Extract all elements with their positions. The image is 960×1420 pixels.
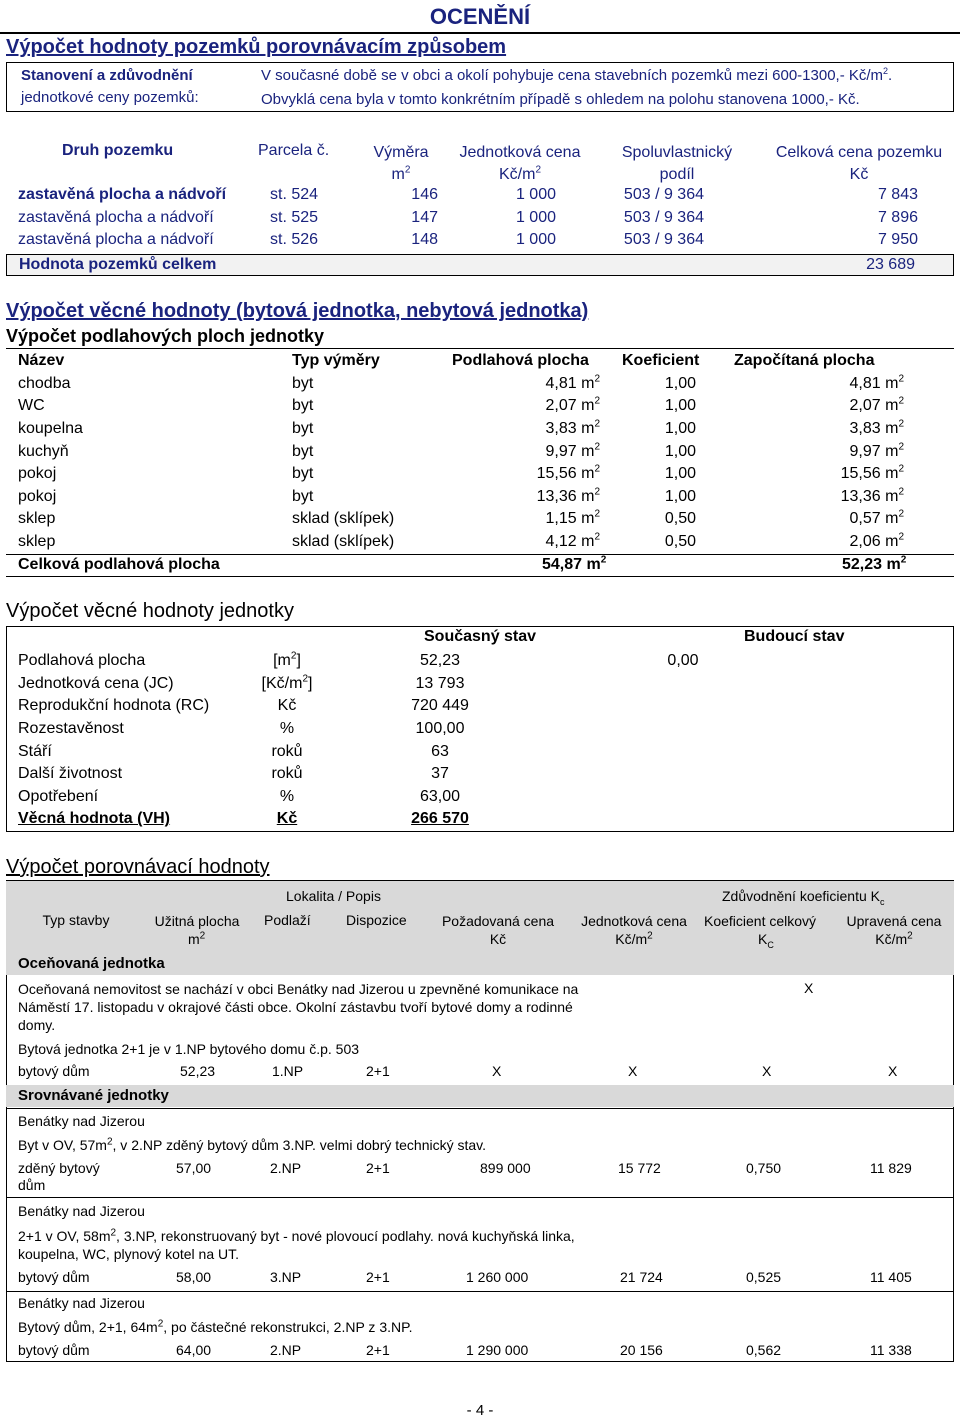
table-row bbox=[18, 486, 904, 509]
unit-row-future bbox=[548, 763, 818, 786]
floor-row-name: pokoj bbox=[18, 465, 57, 483]
floor-row-counted: 0,57 $m^2$ bbox=[849, 509, 904, 528]
land-row-parcel: st. 526 bbox=[270, 231, 319, 249]
cmp-col-req: Požadovaná cena Kč bbox=[441, 913, 555, 947]
unit-row-label: Další životnost bbox=[18, 765, 123, 783]
unit-row-future: 0,00 bbox=[667, 652, 699, 670]
floor-total-counted: 52,23 $m^2$ bbox=[842, 554, 907, 573]
compared-coef: 0,750 bbox=[746, 1160, 782, 1176]
col-type: Typ výměry bbox=[292, 352, 380, 370]
compared-req: 899 000 bbox=[480, 1160, 531, 1176]
compared-type: bytový dům bbox=[18, 1269, 90, 1285]
col-counted: Započítaná plocha bbox=[734, 352, 875, 370]
floor-row-counted: 15,56 $m^2$ bbox=[840, 463, 904, 483]
table-row bbox=[18, 418, 904, 441]
compared-type: bytový dům bbox=[18, 1342, 90, 1358]
unit-row-label: Reprodukční hodnota (RC) bbox=[18, 697, 210, 715]
land-row-parcel: st. 524 bbox=[270, 186, 319, 204]
floor-row-counted: 3,83 $m^2$ bbox=[849, 418, 904, 438]
group-locality: Lokalita / Popis bbox=[286, 888, 381, 904]
unit-row-current: 63,00 bbox=[419, 787, 461, 805]
compared-adj: 11 829 bbox=[870, 1160, 912, 1176]
cmp-col-area: Užitná plocha $m^2$ bbox=[154, 913, 240, 947]
land-row-type: zastavěná plocha a nádvoří bbox=[18, 231, 214, 249]
land-table bbox=[18, 184, 918, 252]
land-col-parcel: Parcela č. bbox=[258, 142, 330, 159]
valued-floor: 1.NP bbox=[272, 1063, 304, 1079]
justification-label-2: jednotkové ceny pozemků: bbox=[21, 89, 199, 106]
compared-disposition: 2+1 bbox=[366, 1269, 390, 1285]
floor-row-area: 4,12 $m^2$ bbox=[545, 531, 600, 551]
table-row bbox=[18, 650, 818, 673]
floor-row-name: koupelna bbox=[18, 420, 83, 438]
unit-row-current: 63 bbox=[431, 742, 449, 760]
valued-x-mark: X bbox=[804, 980, 814, 996]
unit-row-current: 13 793 bbox=[415, 674, 465, 692]
floor-row-area: 13,36 $m^2$ bbox=[536, 486, 600, 505]
floor-row-coef: 0,50 bbox=[664, 533, 696, 551]
compared-disposition: 2+1 bbox=[366, 1160, 390, 1176]
land-row-total: 7 896 bbox=[877, 208, 918, 226]
unit-row-label: Opotřebení bbox=[18, 787, 99, 805]
floor-row-name: pokoj bbox=[18, 487, 57, 505]
unit-total-label: Věcná hodnota (VH) bbox=[18, 810, 171, 828]
valued-unit-label: Oceňovaná jednotka bbox=[18, 955, 165, 972]
unit-row-current: 100,00 bbox=[415, 720, 465, 738]
floor-row-name: sklep bbox=[18, 533, 56, 551]
land-total-box bbox=[6, 254, 954, 276]
land-row-price: 1 000 bbox=[515, 186, 556, 204]
valued-disposition: 2+1 bbox=[366, 1063, 390, 1079]
unit-row-unit: % bbox=[279, 787, 295, 805]
land-col-total: Celková cena pozemku Kč bbox=[775, 144, 943, 183]
justification-text-2: Obvyklá cena byla v tomto konkrétním případě s ohledem na polohu stanovena 1000,- Kč. bbox=[261, 91, 860, 108]
land-total-value: 23 689 bbox=[866, 256, 915, 273]
unit-total-value: 266 570 bbox=[411, 810, 469, 828]
floor-row-coef: 1,00 bbox=[664, 420, 696, 438]
table-row bbox=[18, 229, 918, 252]
compared-area: 57,00 bbox=[176, 1160, 212, 1176]
group-coef: Zdůvodnění koeficientu $K_c$ bbox=[722, 888, 885, 907]
floor-row-type: byt bbox=[292, 374, 314, 392]
floor-row-area: 4,81 $m^2$ bbox=[545, 373, 600, 392]
floor-row-type: byt bbox=[292, 397, 314, 415]
unit-row-future bbox=[548, 673, 818, 696]
valued-description-2: Bytová jednotka 2+1 je v 1.NP bytového domu č.p. 503 bbox=[18, 1041, 360, 1057]
land-col-type: Druh pozemku bbox=[62, 142, 174, 159]
land-col-area: Výměra $m^2$ bbox=[373, 144, 429, 183]
compared-req: 1 260 000 bbox=[466, 1269, 529, 1285]
table-header-row bbox=[18, 350, 904, 373]
compared-adj: 11 405 bbox=[870, 1269, 912, 1285]
table-row bbox=[18, 531, 904, 554]
table-row bbox=[18, 395, 904, 418]
floor-row-coef: 0,50 bbox=[664, 510, 696, 528]
unit-row-unit: $[Kč/m^2]$ bbox=[261, 673, 313, 692]
floor-row-type: byt bbox=[292, 442, 314, 460]
unit-row-label: Podlahová plocha bbox=[18, 652, 146, 670]
floor-row-counted: 2,06 $m^2$ bbox=[849, 531, 904, 551]
header-rule bbox=[0, 32, 960, 34]
floor-row-area: 9,97 $m^2$ bbox=[545, 441, 600, 460]
compared-unit: 21 724 bbox=[620, 1269, 663, 1285]
table-row bbox=[18, 808, 818, 831]
floor-row-name: sklep bbox=[18, 510, 56, 528]
floor-row-counted: 9,97 $m^2$ bbox=[849, 441, 904, 460]
cmp-col-type: Typ stavby bbox=[42, 912, 110, 928]
floor-row-name: WC bbox=[18, 397, 45, 415]
floor-row-counted: 13,36 $m^2$ bbox=[840, 486, 904, 505]
comparison-heading: Výpočet porovnávací hodnoty bbox=[6, 856, 270, 878]
table-row bbox=[18, 763, 818, 786]
valued-unit: X bbox=[628, 1063, 638, 1079]
unit-row-current: 37 bbox=[431, 765, 449, 783]
floor-row-area: 2,07 $m^2$ bbox=[545, 396, 600, 415]
land-col-share: Spoluvlastnický podíl bbox=[621, 144, 733, 183]
unit-row-future bbox=[548, 786, 818, 809]
unit-row-future bbox=[548, 740, 818, 763]
floor-area-top-rule bbox=[6, 348, 954, 349]
floor-row-coef: 1,00 bbox=[664, 487, 696, 505]
floor-row-type: byt bbox=[292, 420, 314, 438]
unit-value-table bbox=[18, 650, 818, 831]
unit-row-unit: roků bbox=[271, 765, 303, 783]
floor-row-type: byt bbox=[292, 465, 314, 483]
unit-row-future bbox=[548, 695, 818, 718]
page-number: - 4 - bbox=[466, 1402, 494, 1419]
unit-value-heading: Výpočet věcné hodnoty jednotky bbox=[6, 600, 294, 622]
compared-area: 58,00 bbox=[176, 1269, 212, 1285]
floor-row-coef: 1,00 bbox=[664, 465, 696, 483]
floor-row-area: 15,56 $m^2$ bbox=[536, 463, 600, 483]
land-row-area: 146 bbox=[411, 186, 438, 204]
table-row bbox=[18, 207, 918, 230]
compared-3-rule bbox=[6, 1291, 954, 1292]
land-justification-box bbox=[6, 62, 954, 112]
table-row bbox=[18, 184, 918, 207]
compared-disposition: 2+1 bbox=[366, 1342, 390, 1358]
floor-total-area: 54,87 $m^2$ bbox=[542, 554, 607, 573]
cmp-col-unit: Jednotková cena $Kč/m^2$ bbox=[581, 913, 687, 947]
land-total-label: Hodnota pozemků celkem bbox=[19, 256, 217, 273]
justification-label-1: Stanovení a zdůvodnění bbox=[21, 67, 193, 84]
floor-row-coef: 1,00 bbox=[664, 397, 696, 415]
unit-row-label: Rozestavěnost bbox=[18, 720, 124, 738]
material-heading: Výpočet věcné hodnoty (bytová jednotka, nebytová jednotka) bbox=[6, 300, 589, 322]
compared-floor: 2.NP bbox=[270, 1160, 302, 1176]
compared-unit: 15 772 bbox=[618, 1160, 661, 1176]
valued-coef: X bbox=[762, 1063, 772, 1079]
unit-total-unit: Kč bbox=[276, 810, 298, 828]
compared-2-locality: Benátky nad Jizerou bbox=[18, 1203, 145, 1219]
valued-adj: X bbox=[888, 1063, 898, 1079]
compared-1-description: Byt v OV, $57m^2$, v 2.NP zděný bytový dům 3.NP. velmi dobrý technický stav. bbox=[18, 1136, 487, 1153]
col-current: Současný stav bbox=[424, 628, 537, 645]
unit-row-current: 720 449 bbox=[411, 697, 469, 715]
floor-total-label: Celková podlahová plocha bbox=[18, 556, 220, 573]
floor-row-area: 3,83 $m^2$ bbox=[545, 418, 600, 438]
compared-type: zděný bytový dům bbox=[18, 1160, 100, 1193]
floor-row-name: kuchyň bbox=[18, 442, 69, 460]
land-row-total: 7 950 bbox=[877, 231, 918, 249]
cmp-col-coef: Koeficient celkový $K_C$ bbox=[704, 913, 817, 950]
unit-row-current: 52,23 bbox=[419, 652, 461, 670]
land-row-price: 1 000 bbox=[515, 208, 556, 226]
compared-adj: 11 338 bbox=[870, 1342, 912, 1358]
unit-row-unit: roků bbox=[271, 742, 303, 760]
table-row bbox=[18, 373, 904, 396]
floor-row-counted: 2,07 $m^2$ bbox=[849, 396, 904, 415]
floor-row-type: sklad (sklípek) bbox=[292, 510, 395, 528]
valued-description: Oceňovaná nemovitost se nachází v obci Benátky nad Jizerou u zpevněné komunikace na Náměstí 17. listopadu v okrajové části obce. Okolní zástavbu tvoří bytové domy a rodinné domy. bbox=[18, 981, 579, 1033]
compared-coef: 0,562 bbox=[746, 1342, 782, 1358]
compared-2-rule bbox=[6, 1197, 954, 1198]
land-heading: Výpočet hodnoty pozemků porovnávacím způsobem bbox=[6, 36, 507, 58]
floor-row-area: 1,15 $m^2$ bbox=[545, 509, 600, 528]
unit-row-future bbox=[548, 718, 818, 741]
compared-area: 64,00 bbox=[176, 1342, 212, 1358]
col-area: Podlahová plocha bbox=[452, 352, 589, 370]
cmp-col-adj: Upravená cena $Kč/m^2$ bbox=[846, 913, 942, 947]
land-row-type: zastavěná plocha a nádvoří bbox=[18, 186, 227, 204]
table-row bbox=[18, 673, 818, 696]
compared-3-locality: Benátky nad Jizerou bbox=[18, 1295, 145, 1311]
floor-area-table bbox=[18, 350, 904, 553]
land-row-area: 147 bbox=[411, 208, 438, 226]
compared-coef: 0,525 bbox=[746, 1269, 782, 1285]
land-row-parcel: st. 525 bbox=[270, 208, 319, 226]
valued-req: X bbox=[492, 1063, 502, 1079]
table-row bbox=[18, 740, 818, 763]
col-future: Budoucí stav bbox=[744, 628, 845, 645]
compared-floor: 3.NP bbox=[270, 1269, 302, 1285]
floor-area-total-box bbox=[6, 554, 954, 577]
floor-row-name: chodba bbox=[18, 374, 71, 392]
compared-floor: 2.NP bbox=[270, 1342, 302, 1358]
unit-row-label: Stáří bbox=[18, 742, 52, 760]
cmp-col-disposition: Dispozice bbox=[346, 912, 407, 928]
compared-unit: 20 156 bbox=[620, 1342, 663, 1358]
justification-text-1: V současné době se v obci a okolí pohybuje cena stavebních pozemků mezi 600-1300,- $Kč/m^2$. bbox=[261, 66, 893, 84]
table-row bbox=[18, 786, 818, 809]
compared-1-locality: Benátky nad Jizerou bbox=[18, 1113, 145, 1129]
land-row-total: 7 843 bbox=[877, 186, 918, 204]
compared-units-label: Srovnávané jednotky bbox=[18, 1087, 169, 1104]
land-row-area: 148 bbox=[411, 231, 438, 249]
compared-req: 1 290 000 bbox=[466, 1342, 529, 1358]
compared-2-description: 2+1 v OV, $58m^2$, 3.NP, rekonstruovaný byt - nové plovoucí podlahy. nová kuchyňská linka, koupelna, WC, plynový kotel na UT. bbox=[18, 1227, 575, 1262]
land-row-price: 1 000 bbox=[515, 231, 556, 249]
col-name: Název bbox=[18, 352, 65, 370]
valued-type: bytový dům bbox=[18, 1063, 90, 1079]
unit-row-unit: Kč bbox=[277, 697, 297, 715]
floor-row-coef: 1,00 bbox=[664, 442, 696, 460]
cmp-col-floor: Podlaží bbox=[264, 912, 311, 928]
land-row-share: 503 / 9 364 bbox=[623, 186, 704, 204]
compared-1-rule bbox=[6, 1108, 954, 1109]
floor-row-type: byt bbox=[292, 487, 314, 505]
table-row bbox=[18, 695, 818, 718]
table-row bbox=[18, 463, 904, 486]
compared-3-description: Bytový dům, 2+1, $64m^2$, po částečné rekonstrukci, 2.NP z 3.NP. bbox=[18, 1318, 413, 1335]
floor-area-subheading: Výpočet podlahových ploch jednotky bbox=[6, 326, 325, 346]
valued-area: 52,23 bbox=[180, 1063, 216, 1079]
unit-row-label: Jednotková cena (JC) bbox=[18, 674, 174, 692]
page-header-title: OCENĚNÍ bbox=[429, 4, 531, 29]
table-row bbox=[18, 508, 904, 531]
land-row-share: 503 / 9 364 bbox=[623, 231, 704, 249]
land-col-unit-price: Jednotková cena $Kč/m^2$ bbox=[459, 144, 581, 183]
unit-row-unit: $[m^2]$ bbox=[273, 650, 301, 670]
floor-row-counted: 4,81 $m^2$ bbox=[849, 373, 904, 392]
table-row bbox=[18, 440, 904, 463]
table-row bbox=[18, 718, 818, 741]
floor-row-type: sklad (sklípek) bbox=[292, 533, 395, 551]
land-row-share: 503 / 9 364 bbox=[623, 208, 704, 226]
col-coef: Koeficient bbox=[622, 352, 700, 370]
floor-row-coef: 1,00 bbox=[664, 374, 696, 392]
land-row-type: zastavěná plocha a nádvoří bbox=[18, 208, 214, 226]
unit-row-unit: % bbox=[279, 720, 295, 738]
